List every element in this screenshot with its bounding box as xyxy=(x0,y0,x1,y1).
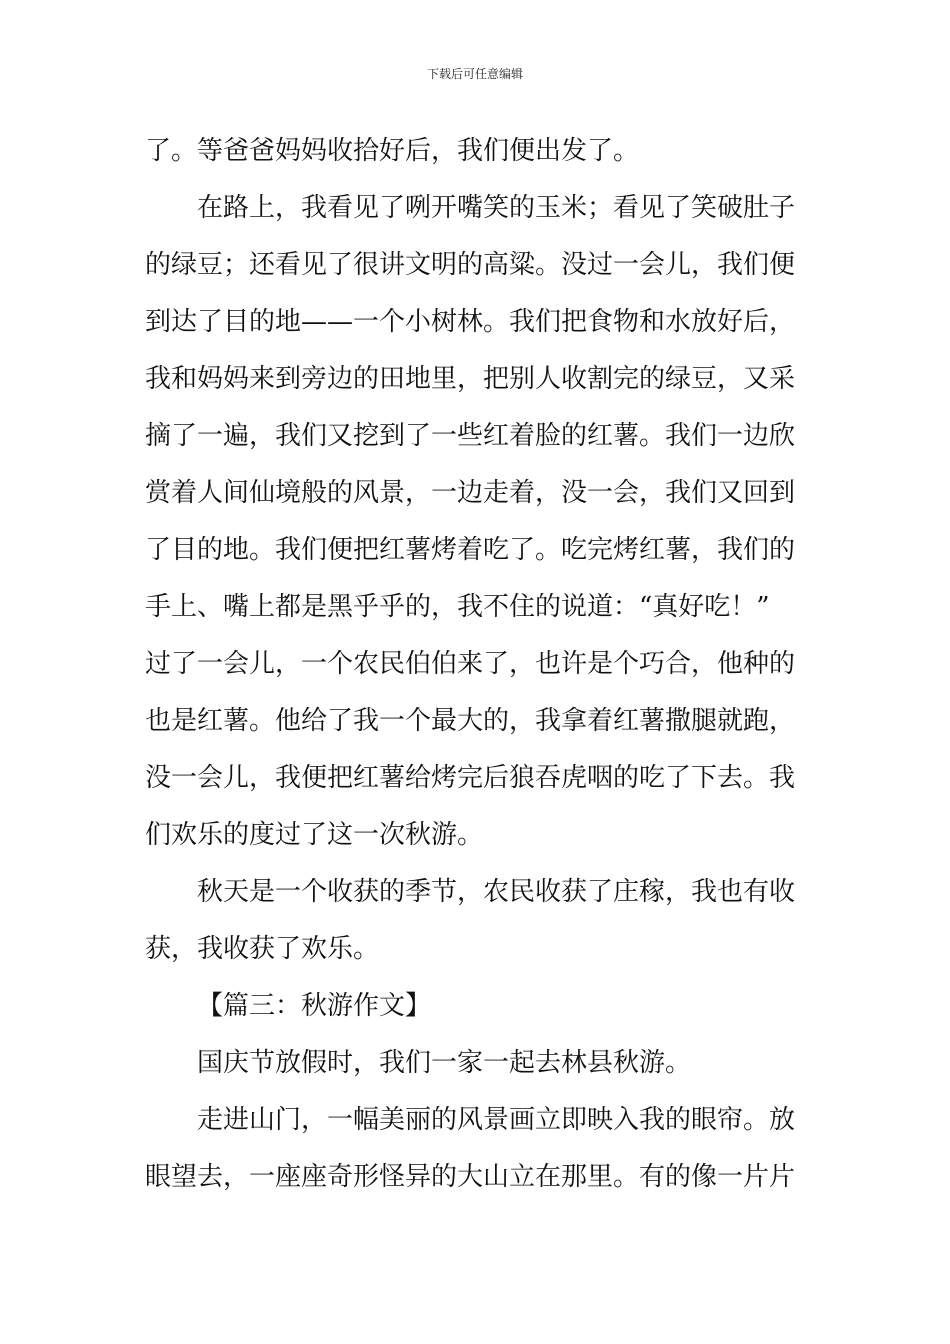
paragraph-start-line: 在路上，我看见了咧开嘴笑的玉米；看见了笑破肚子 xyxy=(197,193,796,223)
text-line: 没一会儿，我便把红薯给烤完后狼吞虎咽的吃了下去。我 xyxy=(145,763,796,793)
document-body xyxy=(145,123,807,1206)
text-line: 了目的地。我们便把红薯烤着吃了。吃完烤红薯，我们的 xyxy=(145,535,796,565)
text-line: 手上、嘴上都是黑乎乎的，我不住的说道：“真好吃！” xyxy=(145,592,770,622)
text-line: 到达了目的地——一个小树林。我们把食物和水放好后， xyxy=(145,307,796,337)
section-heading: 【篇三：秋游作文】 xyxy=(197,991,432,1021)
text-line: 获，我收获了欢乐。 xyxy=(145,934,380,964)
text-line: 赏着人间仙境般的风景，一边走着，没一会，我们又回到 xyxy=(145,478,796,508)
text-line: 摘了一遍，我们又挖到了一些红着脸的红薯。我们一边欣 xyxy=(145,421,796,451)
text-line: 的绿豆；还看见了很讲文明的高粱。没过一会儿，我们便 xyxy=(145,250,796,280)
paragraph-start-line: 国庆节放假时，我们一家一起去林县秋游。 xyxy=(197,1048,692,1078)
text-line: 也是红薯。他给了我一个最大的，我拿着红薯撒腿就跑， xyxy=(145,706,796,736)
text-line: 了。等爸爸妈妈收拾好后，我们便出发了。 xyxy=(145,136,640,166)
text-line: 我和妈妈来到旁边的田地里，把别人收割完的绿豆，又采 xyxy=(145,364,796,394)
paragraph-start-line: 秋天是一个收获的季节，农民收获了庄稼，我也有收 xyxy=(197,877,796,907)
text-line: 眼望去，一座座奇形怪异的大山立在那里。有的像一片片 xyxy=(145,1162,796,1192)
text-line: 们欢乐的度过了这一次秋游。 xyxy=(145,820,484,850)
paragraph-start-line: 走进山门，一幅美丽的风景画立即映入我的眼帘。放 xyxy=(197,1105,796,1135)
text-line: 过了一会儿，一个农民伯伯来了，也许是个巧合，他种的 xyxy=(145,649,796,679)
page-header: 下载后可任意编辑 xyxy=(426,67,523,81)
